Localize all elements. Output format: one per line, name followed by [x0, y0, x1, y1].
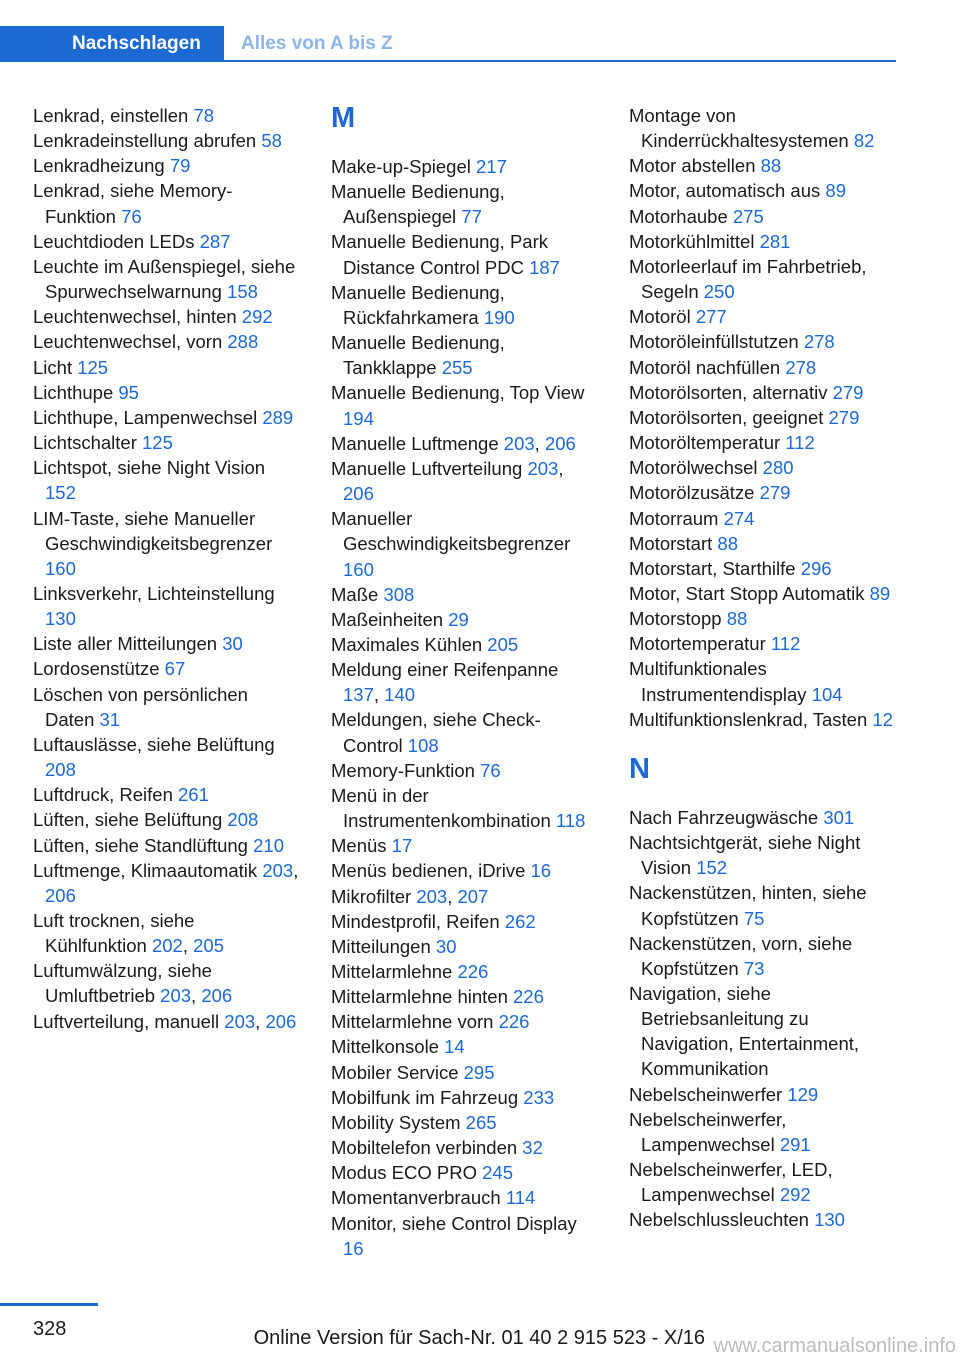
page-link[interactable]: 288 — [227, 331, 259, 353]
index-entry-term: Mobiler Service — [331, 1061, 464, 1083]
index-entry-term: Mindestprofil, Reifen — [331, 910, 505, 932]
index-entry — [629, 254, 897, 304]
index-entry-term: Menüs — [331, 835, 392, 857]
index-entry — [33, 455, 301, 505]
index-entry-term: Modus ECO PRO — [331, 1162, 483, 1184]
page-link[interactable]: 73 — [743, 957, 765, 979]
page-link[interactable]: 278 — [803, 331, 835, 353]
index-letter-heading: N — [629, 752, 650, 785]
page-link[interactable]: 296 — [800, 557, 832, 579]
index-entry-term: Manuelle Bedienung, Park Distance Control PDC — [331, 231, 549, 278]
page-link[interactable]: 203 — [262, 859, 294, 881]
index-entry-term: Luftverteilung, manuell — [33, 1010, 225, 1032]
index-entry-term: Manuelle Bedienung, Top View — [331, 382, 585, 404]
page-link[interactable]: 194 — [343, 407, 374, 429]
page-link[interactable]: 16 — [343, 1237, 364, 1259]
index-entry — [331, 858, 599, 883]
index-entry-term: Mobilfunk im Fahrzeug — [331, 1086, 524, 1108]
index-entry — [331, 934, 599, 959]
page-link[interactable]: 77 — [461, 206, 482, 228]
index-entry — [33, 732, 301, 782]
index-entry-term: Luftumwälzung, siehe Umluftbetrieb — [33, 960, 212, 1007]
index-entry-term: Monitor, siehe Control Display — [331, 1212, 577, 1234]
index-entry-term: Montage von Kinderrückhaltesystemen — [629, 105, 854, 152]
index-entry-term: Motorkühlmittel — [629, 230, 760, 252]
index-entry — [629, 178, 897, 203]
index-letter-heading: M — [331, 102, 356, 134]
index-entry-term: Nachtsichtgerät, siehe Night Vision — [629, 832, 861, 879]
index-entry — [33, 304, 301, 329]
index-entry-term: Make-up-Spiegel — [331, 156, 476, 177]
page-link[interactable]: 279 — [832, 381, 864, 403]
page-link[interactable]: 88 — [760, 155, 782, 177]
page-link[interactable]: 89 — [825, 180, 846, 202]
page-link[interactable]: 29 — [448, 608, 469, 630]
page-link[interactable]: 208 — [227, 809, 259, 831]
index-column-1 — [33, 103, 301, 1034]
index-entry — [33, 103, 301, 128]
page-link[interactable]: 205 — [487, 633, 519, 655]
index-entry — [331, 380, 599, 430]
page-link[interactable]: 280 — [762, 457, 794, 479]
index-entry — [331, 833, 599, 858]
page-link[interactable]: 75 — [743, 907, 765, 929]
index-entry-term: Motortemperatur — [629, 633, 771, 655]
page-link[interactable]: 152 — [45, 482, 76, 504]
index-entry-term: Motor, Start Stopp Automatik — [629, 582, 870, 604]
index-entry-term: Motoröltemperatur — [629, 432, 786, 454]
index-entry-term: Manuelle Bedienung, Rückfahrkamera — [331, 281, 505, 328]
page-separator: , — [255, 1010, 266, 1032]
page-link[interactable]: 207 — [457, 885, 489, 907]
page-link[interactable]: 217 — [476, 156, 507, 177]
index-entry-term: Momentanverbrauch — [331, 1187, 506, 1209]
index-entry-term: Motorstopp — [629, 608, 727, 630]
page-link[interactable]: 76 — [121, 205, 142, 227]
index-entry — [629, 204, 897, 229]
page-link[interactable]: 82 — [853, 130, 875, 152]
page-header — [0, 26, 896, 62]
index-entry-term: Mittelkonsole — [331, 1036, 445, 1058]
index-entry-term: Motorhaube — [629, 205, 733, 227]
index-entry — [331, 884, 599, 909]
index-entry — [331, 632, 599, 657]
index-entry-term: Menü in der Instrumentenkombination — [331, 784, 556, 832]
index-entry-term: Mitteilungen — [331, 935, 436, 957]
index-entry-term: Motor, automatisch aus — [629, 180, 826, 202]
tab-alles-von-a-bis-z[interactable]: Alles von A bis Z — [241, 33, 393, 54]
index-entry — [331, 154, 599, 179]
page-link[interactable]: 277 — [695, 306, 727, 328]
index-entry-term: Meldungen, siehe Check-Control — [331, 709, 541, 756]
page-link[interactable]: 130 — [814, 1209, 845, 1231]
index-entry-term: Motorölwechsel — [629, 457, 763, 479]
index-entry-term: LIM-Taste, siehe Manueller Geschwindigkeitsbegrenzer — [33, 507, 273, 554]
online-version-note: Online Version für Sach-Nr. 01 40 2 915 523 - X/16 — [253, 1327, 705, 1349]
page-link[interactable]: 203 — [527, 457, 559, 479]
index-entry-term: Lenkrad, siehe Memory-Funktion — [33, 180, 233, 227]
page-link[interactable]: 274 — [723, 507, 755, 529]
index-entry — [33, 682, 301, 732]
index-entry — [331, 280, 599, 330]
page-link[interactable]: 289 — [262, 406, 294, 428]
index-entry-term: Motorstart — [629, 532, 718, 554]
index-entry — [33, 355, 301, 380]
footer-divider — [0, 1303, 98, 1306]
page-link[interactable]: 190 — [483, 306, 515, 328]
index-entry — [33, 229, 301, 254]
page-link[interactable]: 255 — [441, 357, 473, 379]
index-entry-term: Memory-Funktion — [331, 759, 481, 781]
page-link[interactable]: 262 — [504, 910, 536, 932]
header-divider — [0, 60, 896, 62]
page-link[interactable]: 203 — [416, 885, 448, 907]
index-entry — [629, 531, 897, 556]
page-link[interactable]: 129 — [787, 1083, 819, 1105]
index-entry — [33, 958, 301, 1008]
page-link[interactable]: 281 — [759, 230, 791, 252]
index-entry-term: Manuelle Bedienung, Außenspiegel — [331, 181, 505, 228]
index-entry — [629, 581, 897, 606]
index-entry — [629, 480, 897, 505]
index-entry-term: Nebelscheinwerfer — [629, 1083, 788, 1105]
page-link[interactable]: 275 — [732, 205, 764, 227]
page-link[interactable]: 208 — [45, 759, 76, 781]
index-entry-term: Lüften, siehe Belüftung — [33, 809, 228, 831]
index-entry-term: Multifunktionslenkrad, Tasten — [629, 708, 873, 730]
page-link[interactable]: 104 — [811, 683, 843, 705]
index-entry-term: Menüs bedienen, iDrive — [331, 860, 531, 882]
index-entry — [331, 984, 599, 1009]
index-entry-term: Motoröl nachfüllen — [629, 356, 786, 378]
index-entry-term: Liste aller Mitteilungen — [33, 633, 223, 655]
page-separator: , — [373, 684, 385, 706]
page-link[interactable]: 137 — [343, 684, 374, 706]
index-entry — [331, 607, 599, 632]
page-link[interactable]: 89 — [869, 582, 891, 604]
index-entry-term: Navigation, siehe Betriebsanleitung zu Navigation, Entertainment, Kommunikation — [629, 983, 860, 1080]
index-entry — [629, 329, 897, 354]
index-entry — [33, 581, 301, 631]
index-entry-term: Manuelle Luftverteilung — [331, 457, 528, 479]
page-link[interactable]: 206 — [544, 432, 576, 454]
page-link[interactable]: 160 — [343, 558, 374, 580]
index-entry — [33, 631, 301, 656]
page-link[interactable]: 279 — [828, 406, 860, 428]
index-entry — [331, 909, 599, 934]
index-entry-term: Mobility System — [331, 1111, 466, 1133]
page-link[interactable]: 16 — [530, 860, 552, 882]
index-entry — [33, 254, 301, 304]
page-link[interactable]: 203 — [160, 985, 192, 1007]
page-link[interactable]: 130 — [45, 608, 76, 630]
index-entry — [629, 1157, 897, 1207]
index-entry — [629, 1107, 897, 1157]
index-entry-term: Mittelarmlehne — [331, 961, 458, 982]
page-link[interactable]: 112 — [785, 432, 815, 454]
index-entry-term: Leuchtenwechsel, hinten — [33, 306, 242, 328]
index-entry — [33, 782, 301, 807]
index-entry-term: Nebelscheinwerfer, Lampenwechsel — [629, 1108, 787, 1155]
index-entry — [331, 431, 599, 456]
page-link[interactable]: 301 — [823, 806, 855, 828]
index-entry-term: Lenkradheizung — [33, 155, 170, 177]
index-entry-term: Leuchte im Außenspiegel, siehe Spurwechselwarnung — [33, 255, 296, 303]
index-entry-term: Mikrofilter — [331, 885, 417, 907]
page-link[interactable]: 226 — [498, 1011, 530, 1033]
index-entry — [331, 1009, 599, 1034]
index-entry — [629, 805, 897, 830]
page-separator: , — [182, 935, 194, 957]
index-entry — [629, 880, 897, 930]
index-entry-term: Luftmenge, Klimaautomatik — [33, 859, 263, 881]
index-entry-term: Lichthupe, Lampenwechsel — [33, 406, 263, 428]
index-entry-term: Motorölzusätze — [629, 482, 760, 504]
page-link[interactable]: 17 — [391, 835, 413, 857]
page-link[interactable]: 158 — [227, 281, 258, 303]
index-entry — [629, 103, 897, 153]
page-link[interactable]: 292 — [241, 306, 273, 328]
page-link[interactable]: 206 — [343, 483, 374, 505]
index-entry-term: Motor abstellen — [629, 155, 761, 177]
page-link[interactable]: 279 — [759, 482, 791, 504]
index-entry — [33, 656, 301, 681]
page-separator: , — [191, 985, 202, 1007]
index-entry-term: Motorölsorten, geeignet — [629, 406, 829, 428]
index-column-2 — [331, 103, 599, 1261]
index-entry — [331, 1211, 599, 1261]
page-link[interactable]: 58 — [261, 130, 282, 152]
index-entry — [33, 858, 301, 908]
index-entry-term: Luftauslässe, siehe Belüftung — [33, 733, 275, 755]
index-entry — [331, 1185, 599, 1210]
page-link[interactable]: 250 — [703, 281, 735, 303]
index-entry-term: Lüften, siehe Standlüftung — [33, 834, 254, 856]
page-link[interactable]: 30 — [435, 935, 457, 957]
page-link[interactable]: 152 — [696, 857, 728, 879]
index-entry — [629, 656, 897, 706]
index-entry-term: Motoröleinfüllstutzen — [629, 331, 804, 353]
page-separator: , — [293, 859, 299, 881]
index-entry — [331, 1060, 599, 1085]
index-entry — [33, 430, 301, 455]
index-entry — [33, 833, 301, 858]
page-link[interactable]: 125 — [142, 432, 173, 454]
index-entry-term: Lichthupe — [33, 381, 119, 403]
index-entry-term: Lenkradeinstellung abrufen — [33, 130, 262, 152]
page-separator: , — [447, 885, 458, 907]
index-entry — [629, 380, 897, 405]
page-link[interactable]: 187 — [529, 256, 560, 278]
index-entry — [33, 380, 301, 405]
index-entry — [33, 908, 301, 958]
page-link[interactable]: 88 — [717, 532, 738, 554]
page-link[interactable]: 226 — [513, 986, 544, 1008]
page-link[interactable]: 125 — [77, 356, 109, 378]
page-link[interactable]: 95 — [118, 381, 139, 403]
page-link[interactable]: 118 — [555, 810, 586, 832]
index-entry — [629, 707, 897, 732]
index-entry-term: Leuchtdioden LEDs — [33, 230, 200, 252]
index-entry-term: Licht — [33, 356, 78, 378]
index-entry — [331, 1135, 599, 1160]
index-entry — [331, 506, 599, 581]
index-entry-term: Maßeinheiten — [331, 608, 449, 630]
index-entry-term: Leuchtenwechsel, vorn — [33, 331, 228, 353]
index-entry — [331, 179, 599, 229]
page-link[interactable]: 203 — [224, 1010, 256, 1032]
index-entry-term: Manuelle Luftmenge — [331, 432, 504, 454]
page-link[interactable]: 206 — [265, 1010, 297, 1032]
index-entry-term: Mobiltelefon verbinden — [331, 1137, 523, 1159]
page-link[interactable]: 14 — [444, 1036, 465, 1058]
index-entry — [629, 830, 897, 880]
index-entry — [629, 405, 897, 430]
index-entry — [629, 355, 897, 380]
index-entry-term: Meldung einer Reifenpanne — [331, 659, 559, 681]
index-entry — [629, 981, 897, 1082]
index-entry-term: Manuelle Bedienung, Tankklappe — [331, 332, 505, 379]
index-entry — [331, 1160, 599, 1185]
page-link[interactable]: 30 — [222, 633, 243, 655]
index-entry — [331, 229, 599, 279]
page-link[interactable]: 88 — [726, 608, 748, 630]
page-link[interactable]: 233 — [523, 1086, 555, 1108]
index-entry — [331, 456, 599, 506]
index-entry — [33, 807, 301, 832]
page-link[interactable]: 140 — [384, 684, 416, 706]
index-entry-term: Mittelarmlehne vorn — [331, 1011, 499, 1033]
index-entry-term: Motorleerlauf im Fahrbetrieb, Segeln — [629, 255, 867, 303]
page-link[interactable]: 31 — [99, 708, 121, 730]
index-entry — [331, 707, 599, 757]
page-separator: , — [534, 432, 545, 454]
index-entry-term: Motorraum — [629, 507, 724, 529]
index-entry-term: Nackenstützen, hinten, siehe Kopfstützen — [629, 882, 867, 929]
index-entry-term: Multifunktionales Instrumentendisplay — [629, 658, 812, 705]
index-entry-term: Motorstart, Starthilfe — [629, 557, 801, 579]
index-entry — [629, 1082, 897, 1107]
index-entry — [33, 153, 301, 178]
index-entry — [331, 959, 599, 984]
index-entry — [629, 430, 897, 455]
page-link[interactable]: 206 — [201, 985, 233, 1007]
index-entry-term: Lichtschalter — [33, 432, 142, 454]
index-entry — [331, 1110, 599, 1135]
page-link[interactable]: 79 — [169, 155, 191, 177]
page-link[interactable]: 108 — [407, 734, 439, 756]
tab-nachschlagen[interactable]: Nachschlagen — [0, 26, 224, 62]
index-entry-term: Lordosenstütze — [33, 658, 165, 680]
index-entry — [33, 506, 301, 581]
index-entry — [33, 128, 301, 153]
page-link[interactable]: 205 — [193, 935, 224, 957]
page-link[interactable]: 245 — [482, 1162, 514, 1184]
index-entry — [629, 455, 897, 480]
page-link[interactable]: 287 — [199, 230, 231, 252]
index-entry — [331, 657, 599, 707]
page-link[interactable]: 202 — [151, 935, 183, 957]
index-entry — [33, 405, 301, 430]
index-entry-term: Nach Fahrzeugwäsche — [629, 806, 824, 828]
index-entry-term: Löschen von persönlichen Daten — [33, 683, 248, 730]
index-entry-term: Lenkrad, einstellen — [33, 105, 194, 126]
index-entry — [33, 178, 301, 228]
index-entry-term: Lichtspot, siehe Night Vision — [33, 457, 266, 479]
page-link[interactable]: 292 — [779, 1184, 811, 1206]
index-entry — [629, 1207, 897, 1232]
index-entry — [331, 582, 599, 607]
page-link[interactable]: 112 — [770, 633, 801, 655]
page-separator: , — [558, 457, 564, 479]
index-entry-term: Mittelarmlehne hinten — [331, 986, 514, 1008]
index-entry-term: Motoröl — [629, 306, 696, 328]
index-entry — [629, 506, 897, 531]
index-entry — [331, 1034, 599, 1059]
page-link[interactable]: 210 — [253, 834, 284, 856]
index-entry — [331, 758, 599, 783]
page-link[interactable]: 67 — [164, 658, 186, 680]
page-link[interactable]: 114 — [505, 1187, 536, 1209]
page-number: 328 — [33, 1318, 67, 1340]
page-link[interactable]: 160 — [45, 557, 76, 579]
index-entry — [331, 1085, 599, 1110]
index-entry — [629, 556, 897, 581]
page-link[interactable]: 32 — [522, 1137, 543, 1159]
watermark: www.carmanualsonline.info — [713, 1335, 956, 1357]
index-entry — [33, 1009, 301, 1034]
index-entry-term: Nebelscheinwerfer, LED, Lampenwechsel — [629, 1159, 833, 1206]
page-link[interactable]: 76 — [480, 759, 501, 781]
page-link[interactable]: 78 — [193, 105, 215, 126]
page-link[interactable]: 291 — [779, 1133, 811, 1155]
index-entry — [629, 229, 897, 254]
page-link[interactable]: 226 — [457, 961, 489, 982]
page-link[interactable]: 261 — [178, 784, 209, 806]
index-entry — [629, 931, 897, 981]
index-entry-term: Maximales Kühlen — [331, 633, 488, 655]
page-link[interactable]: 278 — [785, 356, 817, 378]
page-link[interactable]: 206 — [45, 884, 76, 906]
index-entry — [629, 304, 897, 329]
page-link[interactable]: 295 — [463, 1061, 495, 1083]
index-entry — [331, 330, 599, 380]
index-entry-term: Nackenstützen, vorn, siehe Kopfstützen — [629, 932, 853, 979]
index-entry-term: Luft trocknen, siehe Kühlfunktion — [33, 910, 195, 957]
page-link[interactable]: 203 — [503, 432, 535, 454]
index-entry-term: Motorölsorten, alternativ — [629, 381, 833, 403]
index-entry-term: Linksverkehr, Lichteinstellung — [33, 582, 275, 604]
index-entry — [331, 783, 599, 833]
page-link[interactable]: 265 — [465, 1111, 497, 1133]
index-entry — [629, 153, 897, 178]
index-entry — [629, 631, 897, 656]
index-entry-term: Manueller Geschwindigkeitsbegrenzer — [331, 508, 571, 555]
index-entry-term: Maße — [331, 583, 384, 605]
page-link[interactable]: 12 — [872, 708, 893, 730]
index-entry-term: Nebelschlussleuchten — [629, 1209, 815, 1231]
index-entry — [33, 329, 301, 354]
index-column-3 — [629, 103, 897, 1233]
page-link[interactable]: 308 — [383, 583, 415, 605]
index-entry — [629, 606, 897, 631]
index-entry-term: Luftdruck, Reifen — [33, 784, 178, 806]
